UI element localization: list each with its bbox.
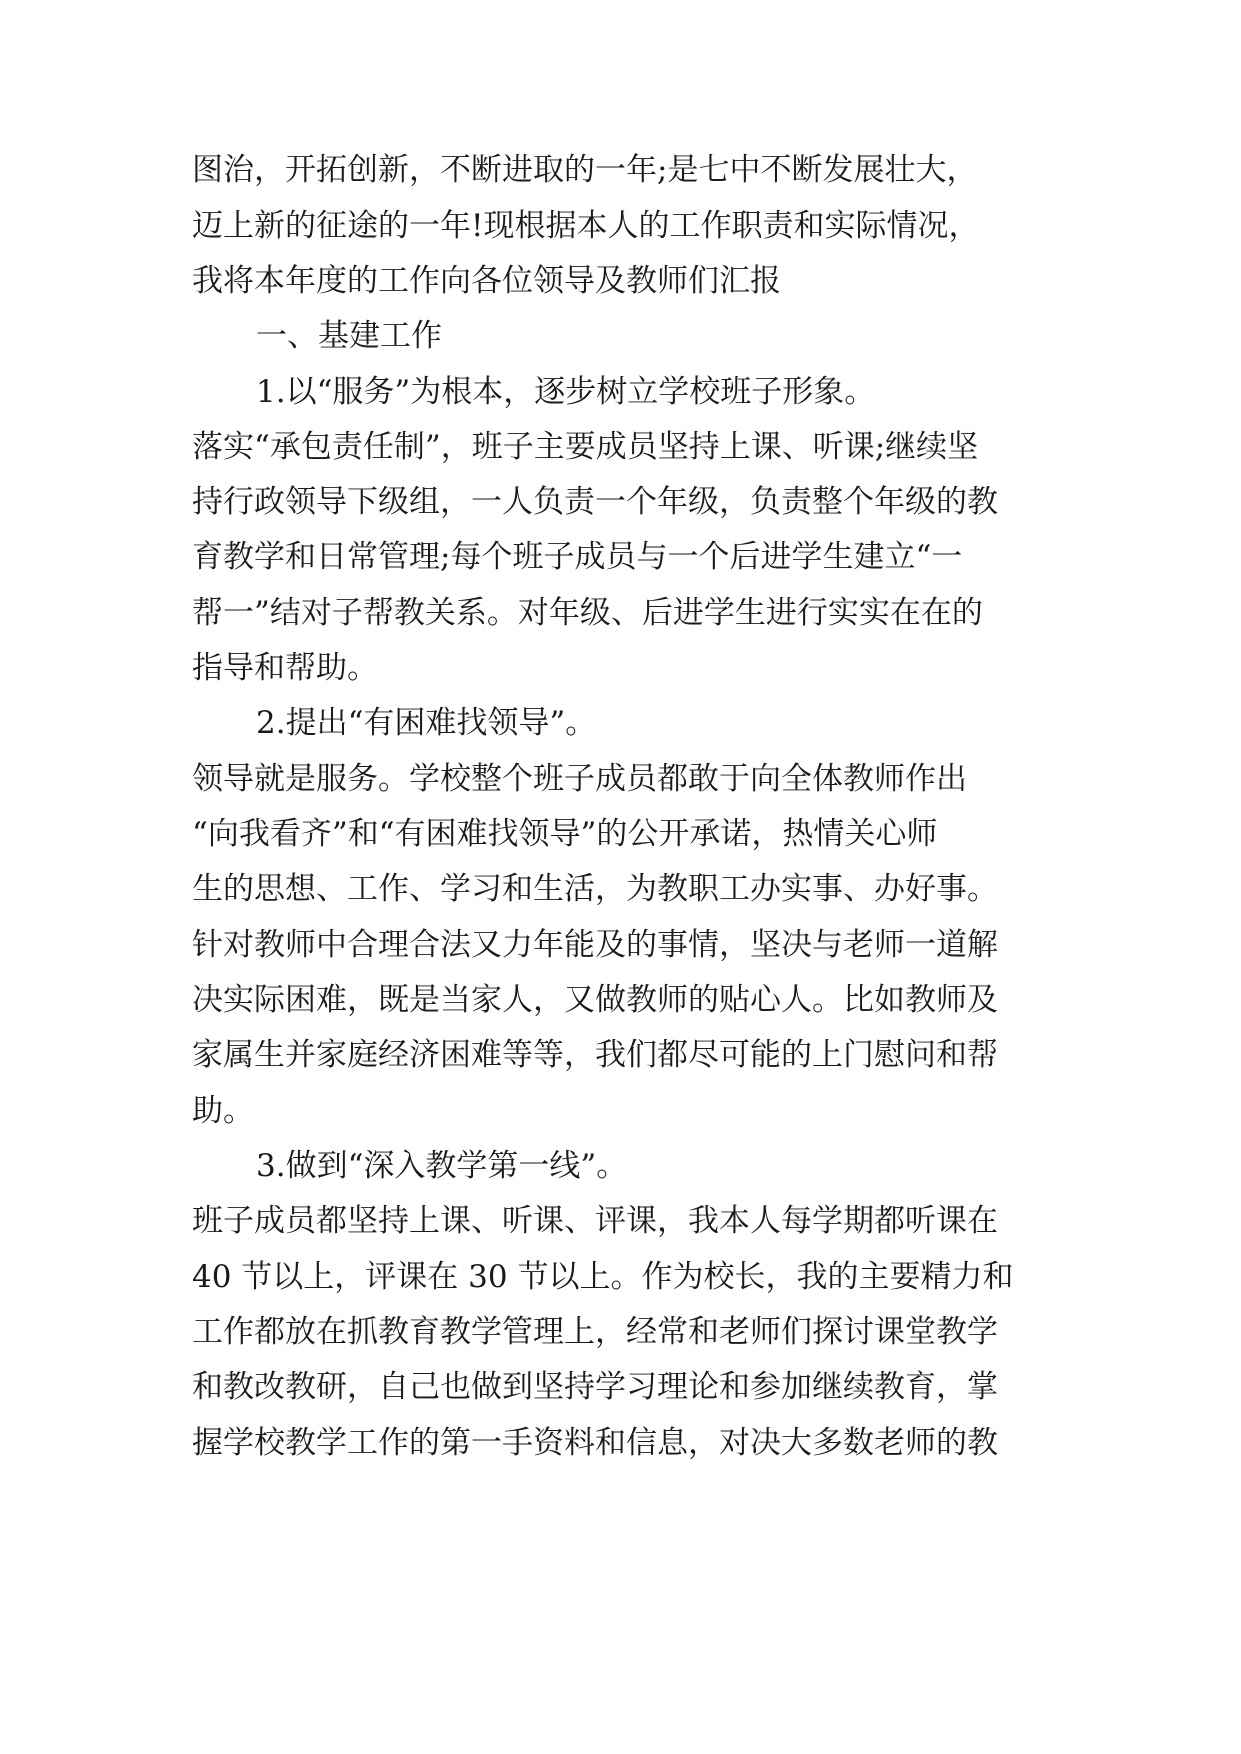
- text-line: 领导就是服务。学校整个班子成员都敢于向全体教师作出: [192, 761, 967, 797]
- text-line: 持行政领导下级组，一人负责一个年级，负责整个年级的教: [192, 484, 998, 520]
- text-line: 40 节以上，评课在 30 节以上。作为校长，我的主要精力和: [192, 1259, 1014, 1295]
- text-line: 落实“承包责任制”，班子主要成员坚持上课、听课;继续坚: [192, 429, 979, 465]
- subsection-heading: 3.做到“深入教学第一线”。: [256, 1148, 628, 1184]
- subsection-heading: 2.提出“有困难找领导”。: [256, 705, 597, 741]
- text-line: 生的思想、工作、学习和生活，为教职工办实事、办好事。: [192, 871, 998, 907]
- text-line: 我将本年度的工作向各位领导及教师们汇报: [192, 263, 781, 299]
- text-line: 迈上新的征途的一年!现根据本人的工作职责和实际情况，: [192, 208, 980, 244]
- text-line: 工作都放在抓教育教学管理上，经常和老师们探讨课堂教学: [192, 1314, 998, 1350]
- text-line: 帮一”结对子帮教关系。对年级、后进学生进行实实在在的: [192, 595, 983, 631]
- text-line: 握学校教学工作的第一手资料和信息，对决大多数老师的教: [192, 1425, 998, 1461]
- section-heading: 一、基建工作: [256, 318, 442, 354]
- text-line: 家属生并家庭经济困难等等，我们都尽可能的上门慰问和帮: [192, 1037, 998, 1073]
- text-line: 指导和帮助。: [192, 650, 378, 686]
- text-line: “向我看齐”和“有困难找领导”的公开承诺，热情关心师: [192, 816, 938, 852]
- subsection-heading: 1.以“服务”为根本，逐步树立学校班子形象。: [256, 374, 876, 410]
- text-line: 决实际困难，既是当家人，又做教师的贴心人。比如教师及: [192, 982, 998, 1018]
- text-line: 助。: [192, 1093, 254, 1129]
- text-line: 班子成员都坚持上课、听课、评课，我本人每学期都听课在: [192, 1203, 998, 1239]
- text-line: 和教改教研，自己也做到坚持学习理论和参加继续教育，掌: [192, 1369, 998, 1405]
- text-line: 图治，开拓创新，不断进取的一年;是七中不断发展壮大，: [192, 152, 978, 188]
- text-line: 针对教师中合理合法又力年能及的事情，坚决与老师一道解: [192, 927, 998, 963]
- text-line: 育教学和日常管理;每个班子成员与一个后进学生建立“一: [192, 539, 963, 575]
